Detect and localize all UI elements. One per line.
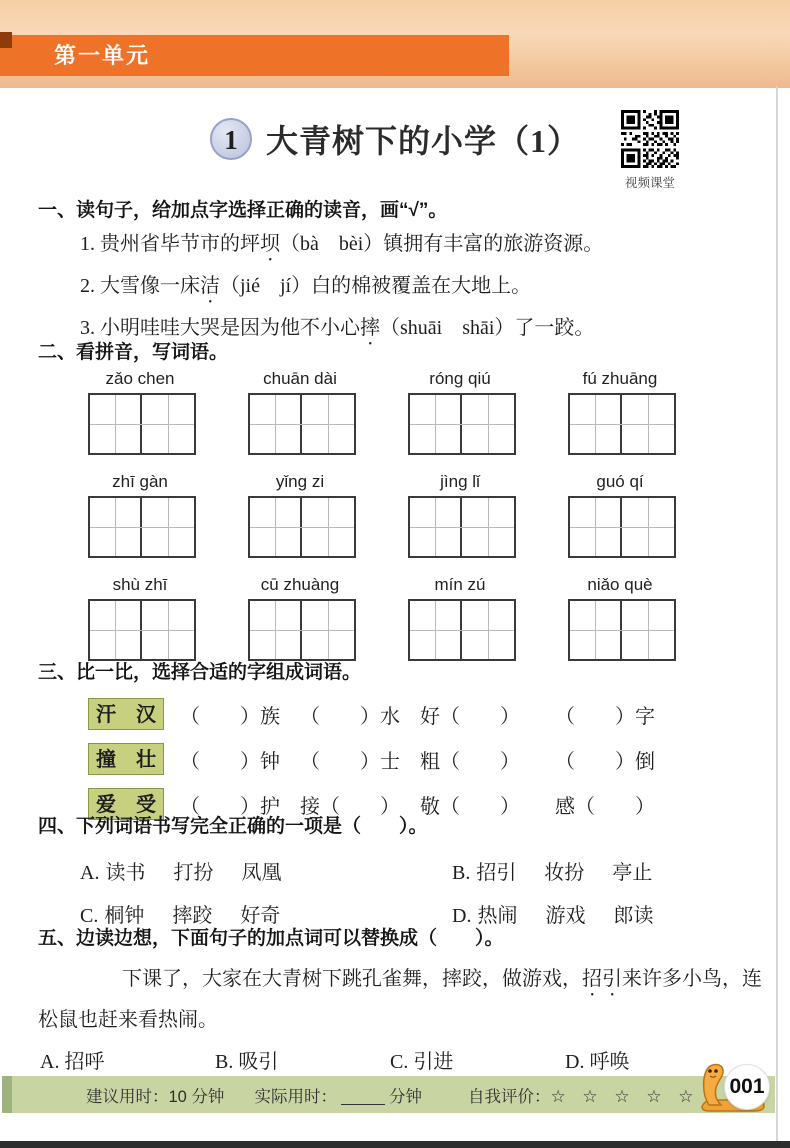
page-number: 001	[724, 1064, 770, 1110]
grid-cell	[302, 601, 354, 659]
pinyin-item	[408, 574, 568, 661]
compare-cell: （ ）护	[180, 795, 280, 818]
pinyin-item	[88, 471, 248, 558]
option-word: 郎读	[613, 905, 654, 927]
grid-cell	[462, 395, 514, 453]
sentence-3-post: （shuāi shāi）了一跤。	[380, 317, 595, 339]
pinyin-item	[568, 574, 728, 661]
grid-cell	[410, 498, 462, 556]
option-c	[80, 899, 452, 928]
pinyin-label: cū zhuàng	[260, 575, 340, 594]
section-1	[38, 198, 762, 350]
passage-pre: 下课了，大家在大青树下跳孔雀舞，摔跤，做游戏，	[122, 968, 582, 990]
unit-banner	[0, 35, 509, 76]
option-letter: B.	[452, 862, 471, 884]
footer-bar	[2, 1076, 775, 1113]
writing-grid-box	[568, 496, 676, 558]
compare-cell: 接（ ）	[300, 795, 400, 818]
grid-cell	[250, 498, 302, 556]
section-5-passage	[38, 960, 762, 1039]
option-letter: A.	[80, 862, 100, 884]
grid-cell	[250, 601, 302, 659]
sentence-2-post: （jié jí）白的棉被覆盖在大地上。	[220, 275, 532, 297]
pinyin-label: yǐng zi	[275, 472, 325, 491]
qr-block	[620, 110, 680, 191]
compare-row-2	[38, 742, 762, 776]
option-b: B. 吸引	[215, 1051, 279, 1073]
passage-dotted-word: 招引	[582, 968, 622, 990]
option-a	[80, 856, 452, 885]
grid-cell	[410, 601, 462, 659]
writing-grid-box	[88, 393, 196, 455]
char-pair-box: 撞 壮	[88, 743, 164, 775]
char-pair-box: 汗 汉	[88, 698, 164, 730]
grid-cell	[622, 498, 674, 556]
self-evaluation-label: 自我评价：	[467, 1087, 551, 1106]
option-word: 桐钟	[104, 905, 145, 927]
pinyin-label: róng qiú	[429, 369, 491, 388]
compare-cell: 敬（ ）	[420, 795, 520, 818]
option-word: 招引	[476, 862, 517, 884]
section-5	[38, 926, 762, 1074]
self-evaluation	[468, 1083, 700, 1107]
unit-label: 第一单元	[54, 43, 151, 68]
grid-cell	[142, 601, 194, 659]
grid-cell	[570, 498, 622, 556]
pinyin-item	[248, 471, 408, 558]
sentence-1	[38, 224, 762, 266]
section-5-options	[38, 1045, 762, 1074]
option-d: D. 呼唤	[565, 1051, 630, 1073]
grid-cell	[90, 395, 142, 453]
writing-grid-box	[88, 496, 196, 558]
actual-time	[254, 1083, 422, 1107]
qr-code-icon	[621, 110, 679, 168]
pinyin-row-1	[38, 368, 762, 455]
compare-cell: （ ）字	[555, 705, 655, 728]
option-b	[452, 856, 762, 885]
compare-cell: （ ）族	[180, 705, 280, 728]
compare-cell: （ ）倒	[555, 750, 655, 773]
suggested-time	[86, 1083, 224, 1107]
compare-cell: 粗（ ）	[420, 750, 520, 773]
sentence-1-post: （bà bèi）镇拥有丰富的旅游资源。	[280, 233, 604, 255]
sentence-2	[38, 266, 762, 308]
suggested-time-label: 建议用时：	[86, 1087, 169, 1106]
lesson-title-row	[210, 116, 580, 162]
compare-row-1	[38, 697, 762, 731]
section-4-options	[38, 856, 762, 928]
option-c: C. 引进	[390, 1051, 454, 1073]
section-4	[38, 814, 762, 928]
option-word: 好奇	[240, 905, 281, 927]
grid-cell	[570, 395, 622, 453]
writing-grid-box	[568, 599, 676, 661]
sentence-1-pre: 1. 贵州省毕节市的坪	[80, 233, 260, 255]
pinyin-label: zhī gàn	[112, 472, 168, 491]
lesson-title: 大青树下的小学（1）	[266, 123, 581, 159]
writing-grid-box	[568, 393, 676, 455]
sentence-3-pre: 3. 小明哇哇大哭是因为他不小心	[80, 317, 360, 339]
writing-grid-box	[248, 393, 356, 455]
pinyin-label: chuān dài	[263, 369, 337, 388]
compare-cell: 感（ ）	[555, 795, 655, 818]
grid-cell	[142, 498, 194, 556]
compare-cell: （ ）士	[300, 750, 400, 773]
section-3-heading: 三、比一比，选择合适的字组成词语。	[38, 662, 362, 683]
grid-cell	[570, 601, 622, 659]
pinyin-item	[88, 368, 248, 455]
section-1-heading: 一、读句子，给加点字选择正确的读音，画“√”。	[38, 200, 448, 221]
sentence-2-pre: 2. 大雪像一床	[80, 275, 200, 297]
scan-bottom-edge	[0, 1141, 790, 1148]
grid-cell	[410, 395, 462, 453]
pinyin-label: zǎo chen	[105, 369, 175, 388]
rating-stars: ☆ ☆ ☆ ☆ ☆	[550, 1086, 700, 1106]
pinyin-label: jìng lǐ	[440, 472, 480, 491]
section-3	[38, 660, 762, 821]
qr-caption: 视频课堂	[624, 176, 675, 190]
option-d	[452, 899, 762, 928]
section-2	[38, 340, 762, 677]
option-word: 亭止	[612, 862, 653, 884]
actual-time-unit: 分钟	[388, 1087, 422, 1106]
option-word: 游戏	[545, 905, 586, 927]
option-word: 摔跤	[172, 905, 213, 927]
suggested-time-value: 10 分钟	[168, 1087, 225, 1106]
writing-grid-box	[408, 393, 516, 455]
sentence-1-dotted-char: 坝	[260, 233, 280, 255]
page-edge-line	[776, 86, 778, 1141]
grid-cell	[302, 395, 354, 453]
grid-cell	[90, 498, 142, 556]
pinyin-item	[408, 471, 568, 558]
actual-time-blank	[341, 1087, 385, 1105]
grid-cell	[250, 395, 302, 453]
option-word: 妆扮	[544, 862, 585, 884]
grid-cell	[622, 601, 674, 659]
pinyin-item	[568, 368, 728, 455]
pinyin-label: fú zhuāng	[582, 369, 658, 388]
lesson-number-badge: 1	[210, 118, 252, 160]
header-band	[0, 0, 790, 88]
pinyin-label: niǎo què	[587, 575, 653, 594]
writing-grid-box	[408, 496, 516, 558]
pinyin-label: guó qí	[596, 472, 644, 491]
writing-grid-box	[248, 496, 356, 558]
grid-cell	[302, 498, 354, 556]
compare-cell: 好（ ）	[420, 705, 520, 728]
pinyin-item	[568, 471, 728, 558]
pinyin-item	[248, 368, 408, 455]
scan-fold-artifact	[0, 32, 12, 48]
footer-left-cap	[2, 1076, 12, 1113]
section-4-heading: 四、下列词语书写完全正确的一项是（ ）。	[38, 816, 428, 837]
option-letter: D.	[452, 905, 472, 927]
section-5-heading: 五、边读边想，下面句子的加点词可以替换成（ ）。	[38, 928, 504, 949]
option-word: 打扮	[173, 862, 214, 884]
pinyin-label: mín zú	[434, 575, 486, 594]
writing-grid-box	[248, 599, 356, 661]
section-2-heading: 二、看拼音，写词语。	[38, 342, 229, 363]
grid-cell	[622, 395, 674, 453]
pinyin-row-2	[38, 471, 762, 558]
pinyin-row-3	[38, 574, 762, 661]
grid-cell	[462, 498, 514, 556]
compare-cell: （ ）水	[300, 705, 400, 728]
pinyin-item	[248, 574, 408, 661]
pinyin-item	[408, 368, 568, 455]
grid-cell	[462, 601, 514, 659]
option-word: 读书	[105, 862, 146, 884]
char-pair-box: 爱 受	[88, 788, 164, 820]
writing-grid-box	[408, 599, 516, 661]
pinyin-label: shù zhī	[112, 575, 168, 594]
option-letter: C.	[80, 905, 99, 927]
sentence-2-dotted-char: 洁	[200, 275, 220, 297]
option-word: 热闹	[477, 905, 518, 927]
grid-cell	[90, 601, 142, 659]
writing-grid-box	[88, 599, 196, 661]
sentence-3-dotted-char: 摔	[360, 317, 380, 339]
page-badge	[694, 1059, 772, 1115]
pinyin-item	[88, 574, 248, 661]
compare-cell: （ ）钟	[180, 750, 280, 773]
option-word: 凤凰	[241, 862, 282, 884]
grid-cell	[142, 395, 194, 453]
passage-post: 来许多小鸟，连松鼠也赶来看热闹。	[38, 968, 762, 1031]
option-a: A. 招呼	[40, 1051, 105, 1073]
actual-time-label: 实际用时：	[254, 1087, 337, 1106]
